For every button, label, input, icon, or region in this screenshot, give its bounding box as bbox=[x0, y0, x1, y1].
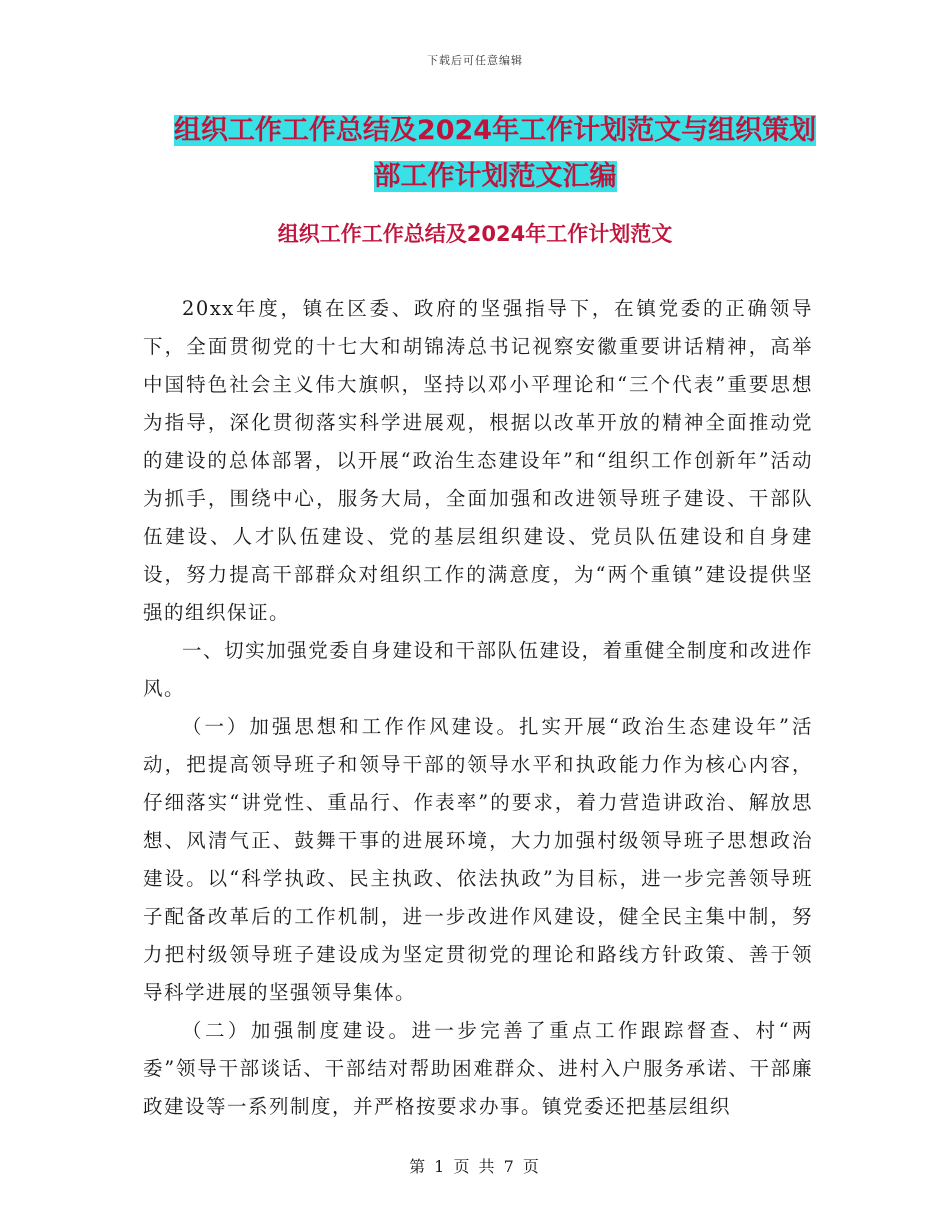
paragraph: （一）加强思想和工作作风建设。扎实开展“政治生态建设年”活动，把提高领导班子和领导干部的领导水平和执政能力作为核心内容，仔细落实“讲党性、重品行、作表率”的要求，着力营造讲政治、解放思想、风清气正、鼓舞干事的进展环境，大力加强村级领导班子思想政治建设。以“科学执政、民主执政、依法执政”为目标，进一步完善领导班子配备改革后的工作机制，进一步改进作风建设，健全民主集中制，努力把村级领导班子建设成为坚定贯彻党的理论和路线方针政策、善于领导科学进展的坚强领导集体。 bbox=[143, 715, 813, 1004]
header-note: 下载后可任意编辑 bbox=[427, 54, 523, 67]
document-title bbox=[140, 108, 850, 200]
section-title: 组织工作工作总结及2024年工作计划范文 bbox=[277, 222, 673, 246]
document-title-line-1: 组织工作工作总结及2024年工作计划范文与组织策划 bbox=[173, 115, 817, 146]
paragraph: （二）加强制度建设。进一步完善了重点工作跟踪督查、村“两委”领导干部谈话、干部结对帮助困难群众、进村入户服务承诺、干部廉政建设等一系列制度，并严格按要求办事。镇党委还把基层组织 bbox=[143, 1019, 813, 1118]
paragraph: 20xx年度，镇在区委、政府的坚强指导下，在镇党委的正确领导下，全面贯彻党的十七大和胡锦涛总书记视察安徽重要讲话精神，高举中国特色社会主义伟大旗帜，坚持以邓小平理论和“三个代表”重要思想为指导，深化贯彻落实科学进展观，根据以改革开放的精神全面推动党的建设的总体部署，以开展“政治生态建设年”和“组织工作创新年”活动为抓手，围绕中心，服务大局，全面加强和改进领导班子建设、干部队伍建设、人才队伍建设、党的基层组织建设、党员队伍建设和自身建设，努力提高干部群众对组织工作的满意度，为“两个重镇”建设提供坚强的组织保证。 bbox=[143, 297, 813, 624]
page-footer: 第 1 页 共 7 页 bbox=[409, 1157, 541, 1176]
paragraph: 一、切实加强党委自身建设和干部队伍建设，着重健全制度和改进作风。 bbox=[143, 639, 813, 700]
body-text bbox=[143, 290, 813, 1126]
document-title-line-2: 部工作计划范文汇编 bbox=[373, 161, 617, 192]
